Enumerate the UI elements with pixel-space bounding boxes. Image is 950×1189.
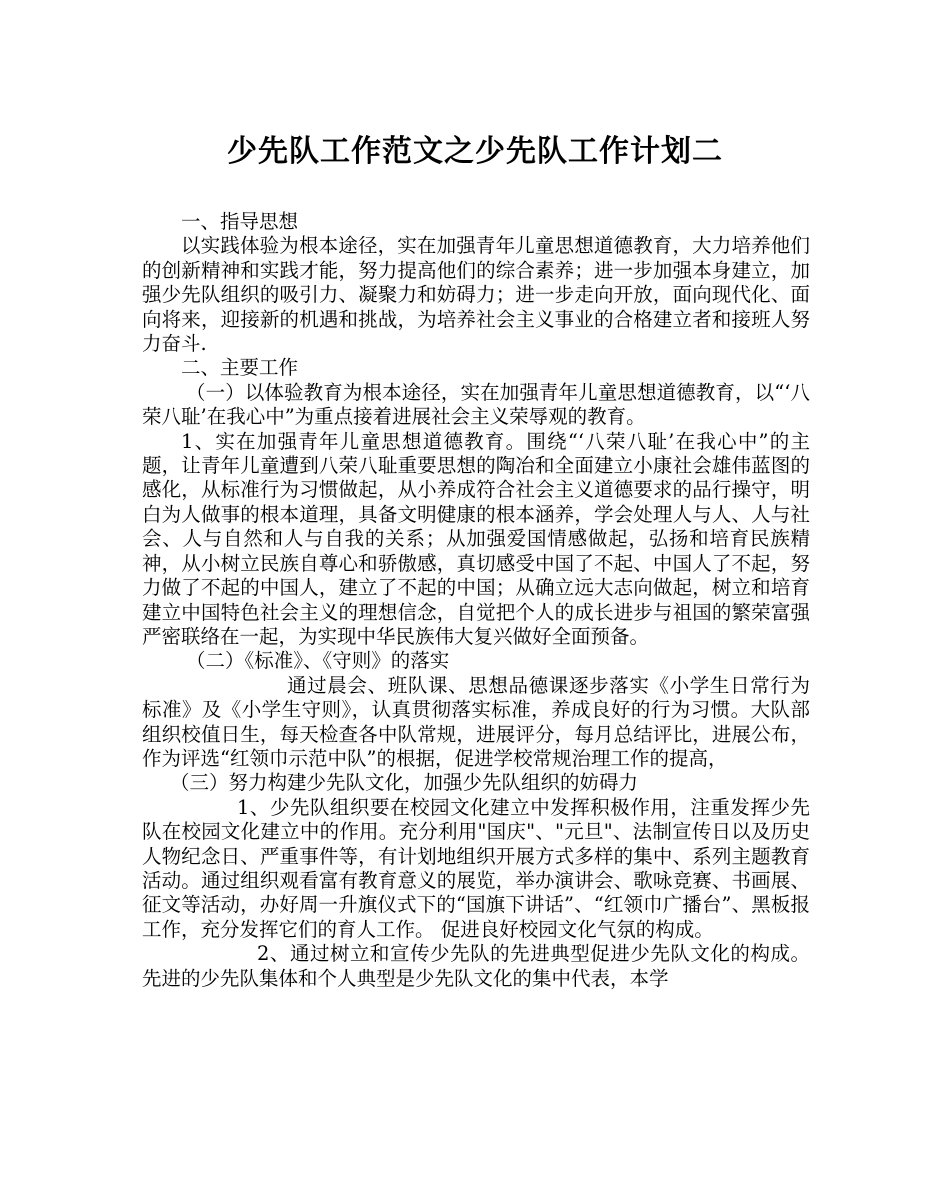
paragraph-advanced-models: 2、通过树立和宣传少先队的先进典型促进少先队文化的构成。先进的少先队集体和个人典型是少先队文化的集中代表，本学 <box>142 942 810 990</box>
document-body <box>142 210 810 991</box>
section-heading-main-work: 二、主要工作 <box>181 356 299 380</box>
subsection-heading-culture: （三）努力构建少先队文化，加强少先队组织的妨碍力 <box>170 771 639 795</box>
paragraph-standards: 通过晨会、班队课、思想品德课逐步落实《小学生日常行为标准》及《小学生守则》，认真贯彻落实标准，养成良好的行为习惯。大队部组织校值日生，每天检查各中队常规，进展评分，每月总结评比，进展公布，作为评选“红领巾示范中队”的根据，促进学校常规治理工作的提高， <box>142 673 810 770</box>
paragraph-campus-culture: 1、少先队组织要在校园文化建立中发挥积极作用，注重发挥少先队在校园文化建立中的作用。充分利用"国庆"、"元旦"、法制宣传日以及历史人物纪念日、严重事件等，有计划地组织开展方式多样的集中、系列主题教育活动。通过组织观看富有教育意义的展览，举办演讲会、歌咏竞赛、书画展、征文等活动，办好周一升旗仪式下的“国旗下讲话”、“红领巾广播台”、黑板报工作，充分发挥它们的育人工作。 促进良好校园文化气氛的构成。 <box>142 795 810 941</box>
subsection-heading-standards: （二）《标准》、《守则》的落实 <box>186 649 450 673</box>
subsection-heading-experience-education: （一）以体验教育为根本途径，实在加强青年儿童思想道德教育，以“‘八荣八耻’在我心中”为重点接着进展社会主义荣辱观的教育。 <box>142 380 810 429</box>
paragraph-guiding-ideology: 以实践体验为根本途径，实在加强青年儿童思想道德教育，大力培养他们的创新精神和实践才能，努力提高他们的综合素养；进一步加强本身建立，加强少先队组织的吸引力、凝聚力和妨碍力；进一步走向开放，面向现代化、面向将来，迎接新的机遇和挑战，为培养社会主义事业的合格建立者和接班人努力奋斗. <box>142 234 810 356</box>
document-title: 少先队工作范文之少先队工作计划二 <box>227 134 723 169</box>
section-heading-guiding-ideology: 一、指导思想 <box>181 210 299 233</box>
paragraph-moral-education: 1、实在加强青年儿童思想道德教育。围绕“‘八荣八耻’在我心中”的主题，让青年儿童遭到八荣八耻重要思想的陶冶和全面建立小康社会雄伟蓝图的感化，从标准行为习惯做起，从小养成符合社会主义道德要求的品行操守，明白为人做事的根本道理，具备文明健康的根本涵养，学会处理人与人、人与社会、人与自然和人与自我的关系；从加强爱国情感做起，弘扬和培育民族精神，从小树立民族自尊心和骄傲感，真切感受中国了不起、中国人了不起，努力做了不起的中国人，建立了不起的中国；从确立远大志向做起，树立和培育建立中国特色社会主义的理想信念，自觉把个人的成长进步与祖国的繁荣富强严密联络在一起，为实现中华民族伟大复兴做好全面预备。 <box>142 429 810 648</box>
